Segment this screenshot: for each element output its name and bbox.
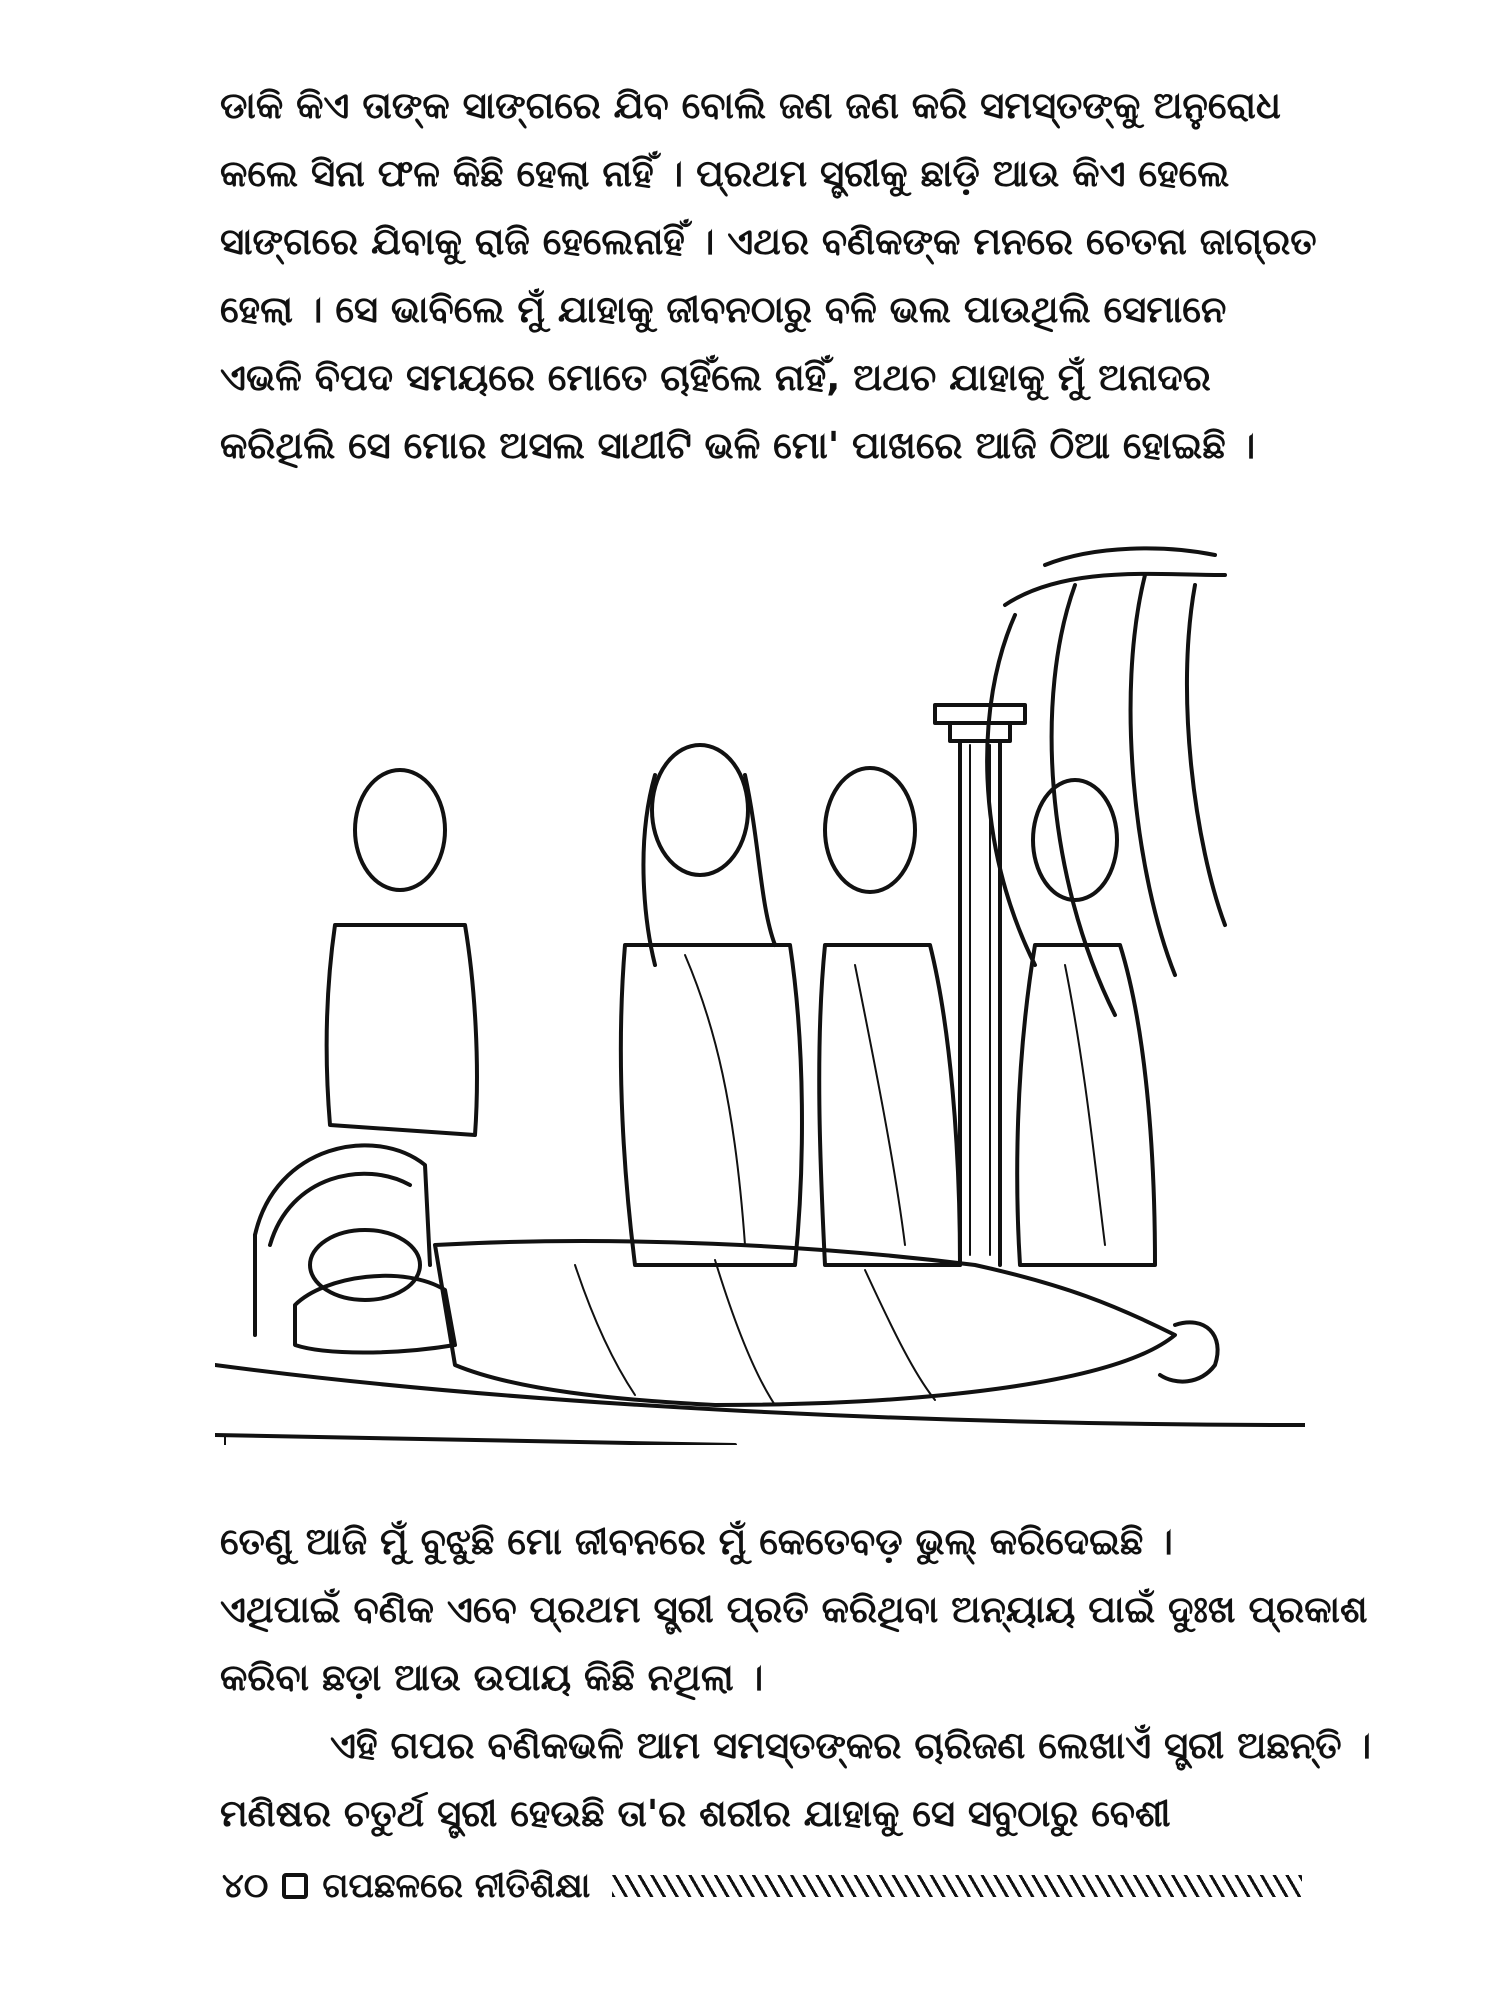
text-line: ସାଙ୍ଗରେ ଯିବାକୁ ରାଜି ହେଲେନାହିଁ । ଏଥର ବଣିକଙ୍କ ମନରେ ଚେତନା ଜାଗ୍ରତ [220,220,1317,263]
square-bullet-icon [282,1873,308,1899]
text-line: ଏଥିପାଇଁ ବଣିକ ଏବେ ପ୍ରଥମ ସ୍ତ୍ରୀ ପ୍ରତି କରିଥିବା ଅନ୍ୟାୟ ପାଇଁ ଦୁଃଖ ପ୍ରକାଶ [220,1588,1368,1631]
text-line: ତେଣୁ ଆଜି ମୁଁ ବୁଝୁଛି ମୋ ଜୀବନରେ ମୁଁ କେତେବଡ଼ ଭୁଲ୍ କରିଦେଇଛି । [220,1520,1173,1563]
page-footer [222,1862,1302,1910]
text-line: ହେଲା । ସେ ଭାବିଲେ ମୁଁ ଯାହାକୁ ଜୀବନଠାରୁ ବଳି ଭଲ ପାଉଥିଲି ସେମାନେ [220,288,1227,331]
page-number: ୪୦ [222,1866,269,1906]
illustration-deathbed-scene [215,545,1305,1445]
top-paragraph [220,72,1317,480]
book-title: ଗପଛଳରେ ନୀତିଶିକ୍ଷା [322,1866,591,1906]
text-line: ଏଭଳି ବିପଦ ସମୟରେ ମୋତେ ଚାହିଁଲେ ନାହିଁ, ଅଥଚ ଯାହାକୁ ମୁଁ ଅନାଦର [220,356,1211,399]
text-line: କଲେ ସିନା ଫଳ କିଛି ହେଲା ନାହିଁ । ପ୍ରଥମ ସ୍ତ୍ରୀକୁ ଛାଡ଼ି ଆଉ କିଏ ହେଲେ [220,152,1230,195]
text-line: ଏହି ଗପର ବଣିକଭଳି ଆମ ସମସ୍ତଙ୍କର ଚାରିଜଣ ଲେଖାଏଁ ସ୍ତ୍ରୀ ଅଛନ୍ତି । [330,1724,1372,1767]
text-line: ଡାକି କିଏ ତାଙ୍କ ସାଙ୍ଗରେ ଯିବ ବୋଲି ଜଣ ଜଣ କରି ସମସ୍ତଙ୍କୁ ଅନୁରୋଧ [220,84,1281,127]
hatched-rule [612,1875,1302,1897]
bottom-paragraph [220,1508,1372,1848]
text-line: କରିଥିଲି ସେ ମୋର ଅସଲ ସାଥୀଟି ଭଳି ମୋ' ପାଖରେ ଆଜି ଠିଆ ହୋଇଛି । [220,424,1256,467]
text-line: କରିବା ଛଡ଼ା ଆଉ ଉପାୟ କିଛି ନଥିଲା । [220,1656,764,1699]
text-line: ମଣିଷର ଚତୁର୍ଥ ସ୍ତ୍ରୀ ହେଉଛି ତା'ର ଶରୀର ଯାହାକୁ ସେ ସବୁଠାରୁ ବେଶୀ [220,1792,1171,1835]
